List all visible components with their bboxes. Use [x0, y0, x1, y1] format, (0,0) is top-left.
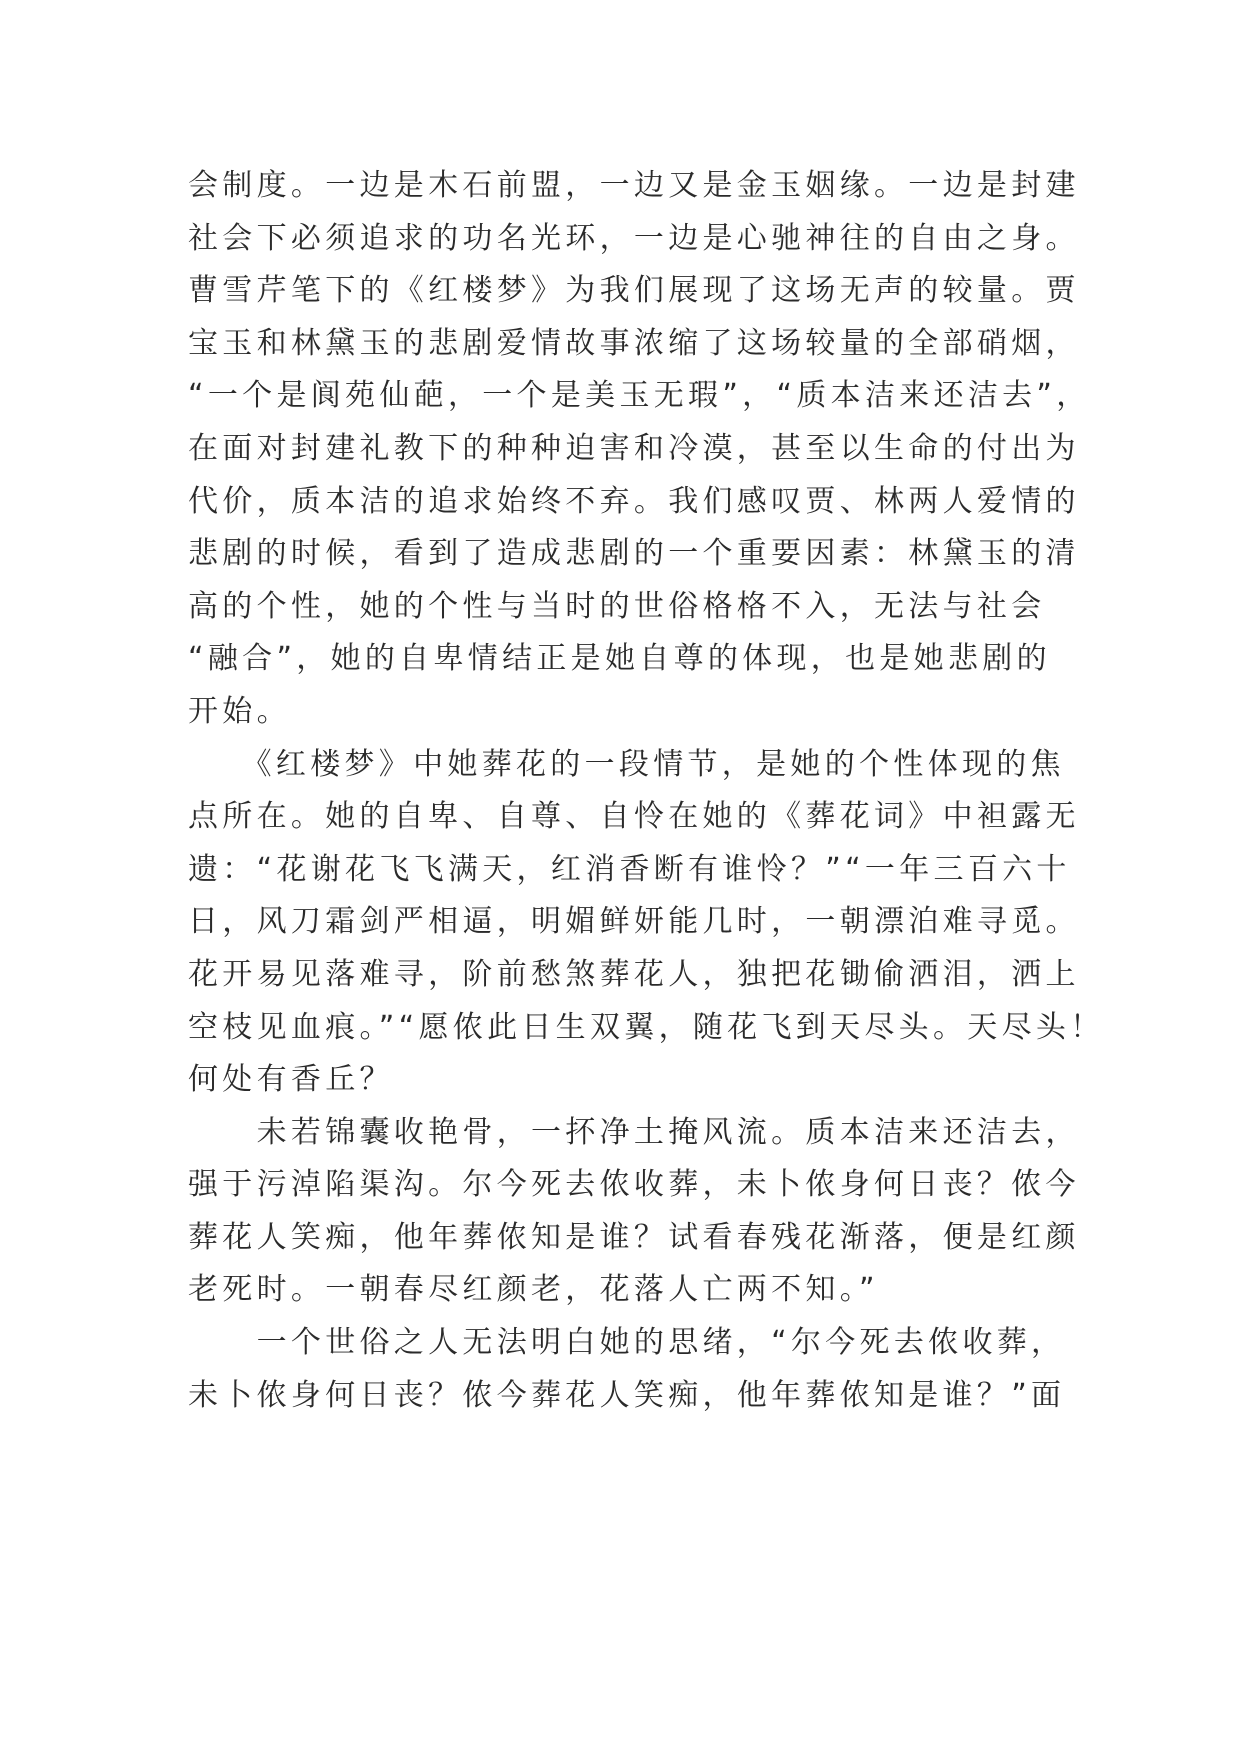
text-line: 强于污淖陷渠沟。尔今死去侬收葬，未卜侬身何日丧？侬今 — [188, 1167, 1080, 1203]
text-line: 曹雪芹笔下的《红楼梦》为我们展现了这场无声的较量。贾 — [188, 273, 1080, 309]
text-line: 何处有香丘？ — [188, 1062, 394, 1098]
text-line: 点所在。她的自卑、自尊、自怜在她的《葬花词》中袒露无 — [188, 799, 1080, 835]
text-line: 会制度。一边是木石前盟，一边又是金玉姻缘。一边是封建 — [188, 168, 1080, 203]
text-line: 社会下必须追求的功名光环，一边是心驰神往的自由之身。 — [188, 220, 1080, 256]
text-line: 宝玉和林黛玉的悲剧爱情故事浓缩了这场较量的全部硝烟， — [188, 325, 1080, 361]
text-line: 未卜侬身何日丧？侬今葬花人笑痴，他年葬侬知是谁？”面 — [188, 1377, 1066, 1413]
text-line: 空枝见血痕。”“愿侬此日生双翼，随花飞到天尽头。天尽头！ — [188, 1009, 1105, 1045]
text-line: “融合”，她的自卑情结正是她自尊的体现，也是她悲剧的 — [188, 641, 1051, 677]
text-line: 日，风刀霜剑严相逼，明媚鲜妍能几时，一朝漂泊难寻觅。 — [188, 904, 1080, 940]
text-line: 遗：“花谢花飞飞满天，红消香断有谁怜？”“一年三百六十 — [188, 851, 1071, 887]
text-line: 未若锦囊收艳骨，一抔净土掩风流。质本洁来还洁去， — [188, 1114, 1080, 1150]
text-line: 高的个性，她的个性与当时的世俗格格不入，无法与社会 — [188, 588, 1046, 624]
text-line: “一个是阆苑仙葩，一个是美玉无瑕”，“质本洁来还洁去”， — [188, 378, 1091, 414]
text-line: 《红楼梦》中她葬花的一段情节，是她的个性体现的焦 — [188, 746, 1065, 782]
text-line: 葬花人笑痴，他年葬侬知是谁？试看春残花渐落，便是红颜 — [188, 1219, 1080, 1255]
text-line: 一个世俗之人无法明白她的思绪，“尔今死去侬收葬， — [188, 1325, 1066, 1361]
text-line: 老死时。一朝春尽红颜老，花落人亡两不知。” — [188, 1272, 879, 1308]
text-line: 开始。 — [188, 693, 291, 729]
essay-body — [188, 160, 1105, 1422]
text-line: 悲剧的时候，看到了造成悲剧的一个重要因素：林黛玉的清 — [188, 536, 1080, 572]
text-line: 代价，质本洁的追求始终不弃。我们感叹贾、林两人爱情的 — [188, 483, 1080, 519]
text-line: 花开易见落难寻，阶前愁煞葬花人，独把花锄偷洒泪，洒上 — [188, 956, 1080, 992]
text-line: 在面对封建礼教下的种种迫害和冷漠，甚至以生命的付出为 — [188, 430, 1080, 466]
